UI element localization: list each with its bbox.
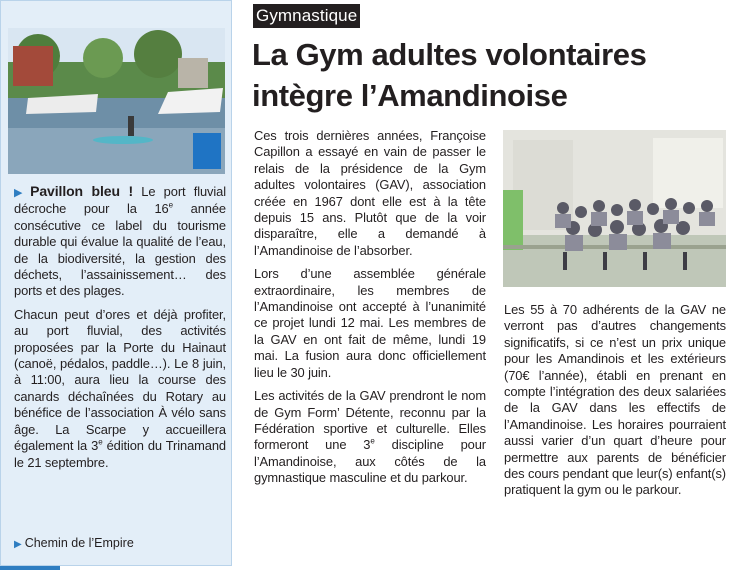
article-headline: La Gym adultes volontaires intègre l’Amandinoise — [252, 37, 647, 113]
article-paragraph: Lors d’une assemblée générale extraordinaire, les membres de l’Amandinoise ont accepté à l’unanimité ce projet lundi 12 mai. Les membres de la GAV en ont fait de même, lundi 19 mai. La fusion aura donc officiellement lieu le 30 juin. — [254, 266, 486, 380]
section-rubric: Gymnastique — [253, 4, 360, 28]
meeting-photo-icon — [503, 130, 726, 287]
article-column-1 — [254, 128, 486, 494]
bottom-accent-bar — [0, 566, 60, 570]
sidebar-byline: ▶ Chemin de l’Empire — [14, 536, 134, 550]
triangle-bullet-icon: ▶ — [14, 539, 22, 550]
article-paragraph: Les 55 à 70 adhérents de la GAV ne verront pas d’autres changements significatifs, si ce n’est un prix unique pour les Amandinois et les extérieurs (70€ l’année), établi en prenant en compte l’intégration des deux salariées de la GAV dans les effectifs de l’Amandinoise. Les horaires pourraient aussi varier d’un quart d’heure pour permettre aux parents de bénéficier des cours pendant que leur(s) enfant(s) pratiquent la gym ou le parkour. — [504, 302, 726, 498]
sidebar-paragraph-1: ▶ Pavillon bleu ! Le port fluvial décroche pour la 16e année consécutive ce label du tourisme durable qui évalue la qualité de l’eau, de la biodiversité, la gestion des déchets, l’assainissement… des ports et des plages. — [14, 183, 227, 299]
article-paragraph: Ces trois dernières années, Françoise Capillon a essayé en vain de passer le relais de la présidence de la Gym adultes volontaires (GAV), association créée en 1967 dont elle est à la tête depuis 15 ans. Plutôt que de la voir disparaître, elle a demandé à l’Amandinoise de l’absorber. — [254, 128, 486, 258]
sidebar-lead-title: Pavillon bleu ! — [30, 183, 134, 199]
sidebar-text — [14, 183, 226, 478]
meeting-photo — [503, 130, 726, 287]
sidebar-box — [0, 0, 232, 566]
harbor-photo-icon — [8, 28, 225, 174]
article-column-2 — [504, 302, 726, 506]
article-paragraph: Les activités de la GAV prendront le nom de Gym Form’ Détente, reconnu par la Fédération sportive et culturelle. Elles formeront une 3e discipline pour l’Amandinoise, aux côtés de la gymnastique masculine et du parkour. — [254, 388, 486, 486]
harbor-photo — [8, 28, 225, 174]
triangle-bullet-icon: ▶ — [14, 187, 28, 199]
sidebar-paragraph-2: Chacun peut d’ores et déjà profiter, au port fluvial, des activités proposées par la Porte du Hainaut (canoë, pédalos, paddle…). Le 8 juin, à 11:00, aura lieu la course des canards déchaînées du Rotary au bénéfice de l’association À vélo sans âge. La Scarpe y accueillera également la 3e édition du Trinamand le 21 septembre. — [14, 306, 226, 470]
